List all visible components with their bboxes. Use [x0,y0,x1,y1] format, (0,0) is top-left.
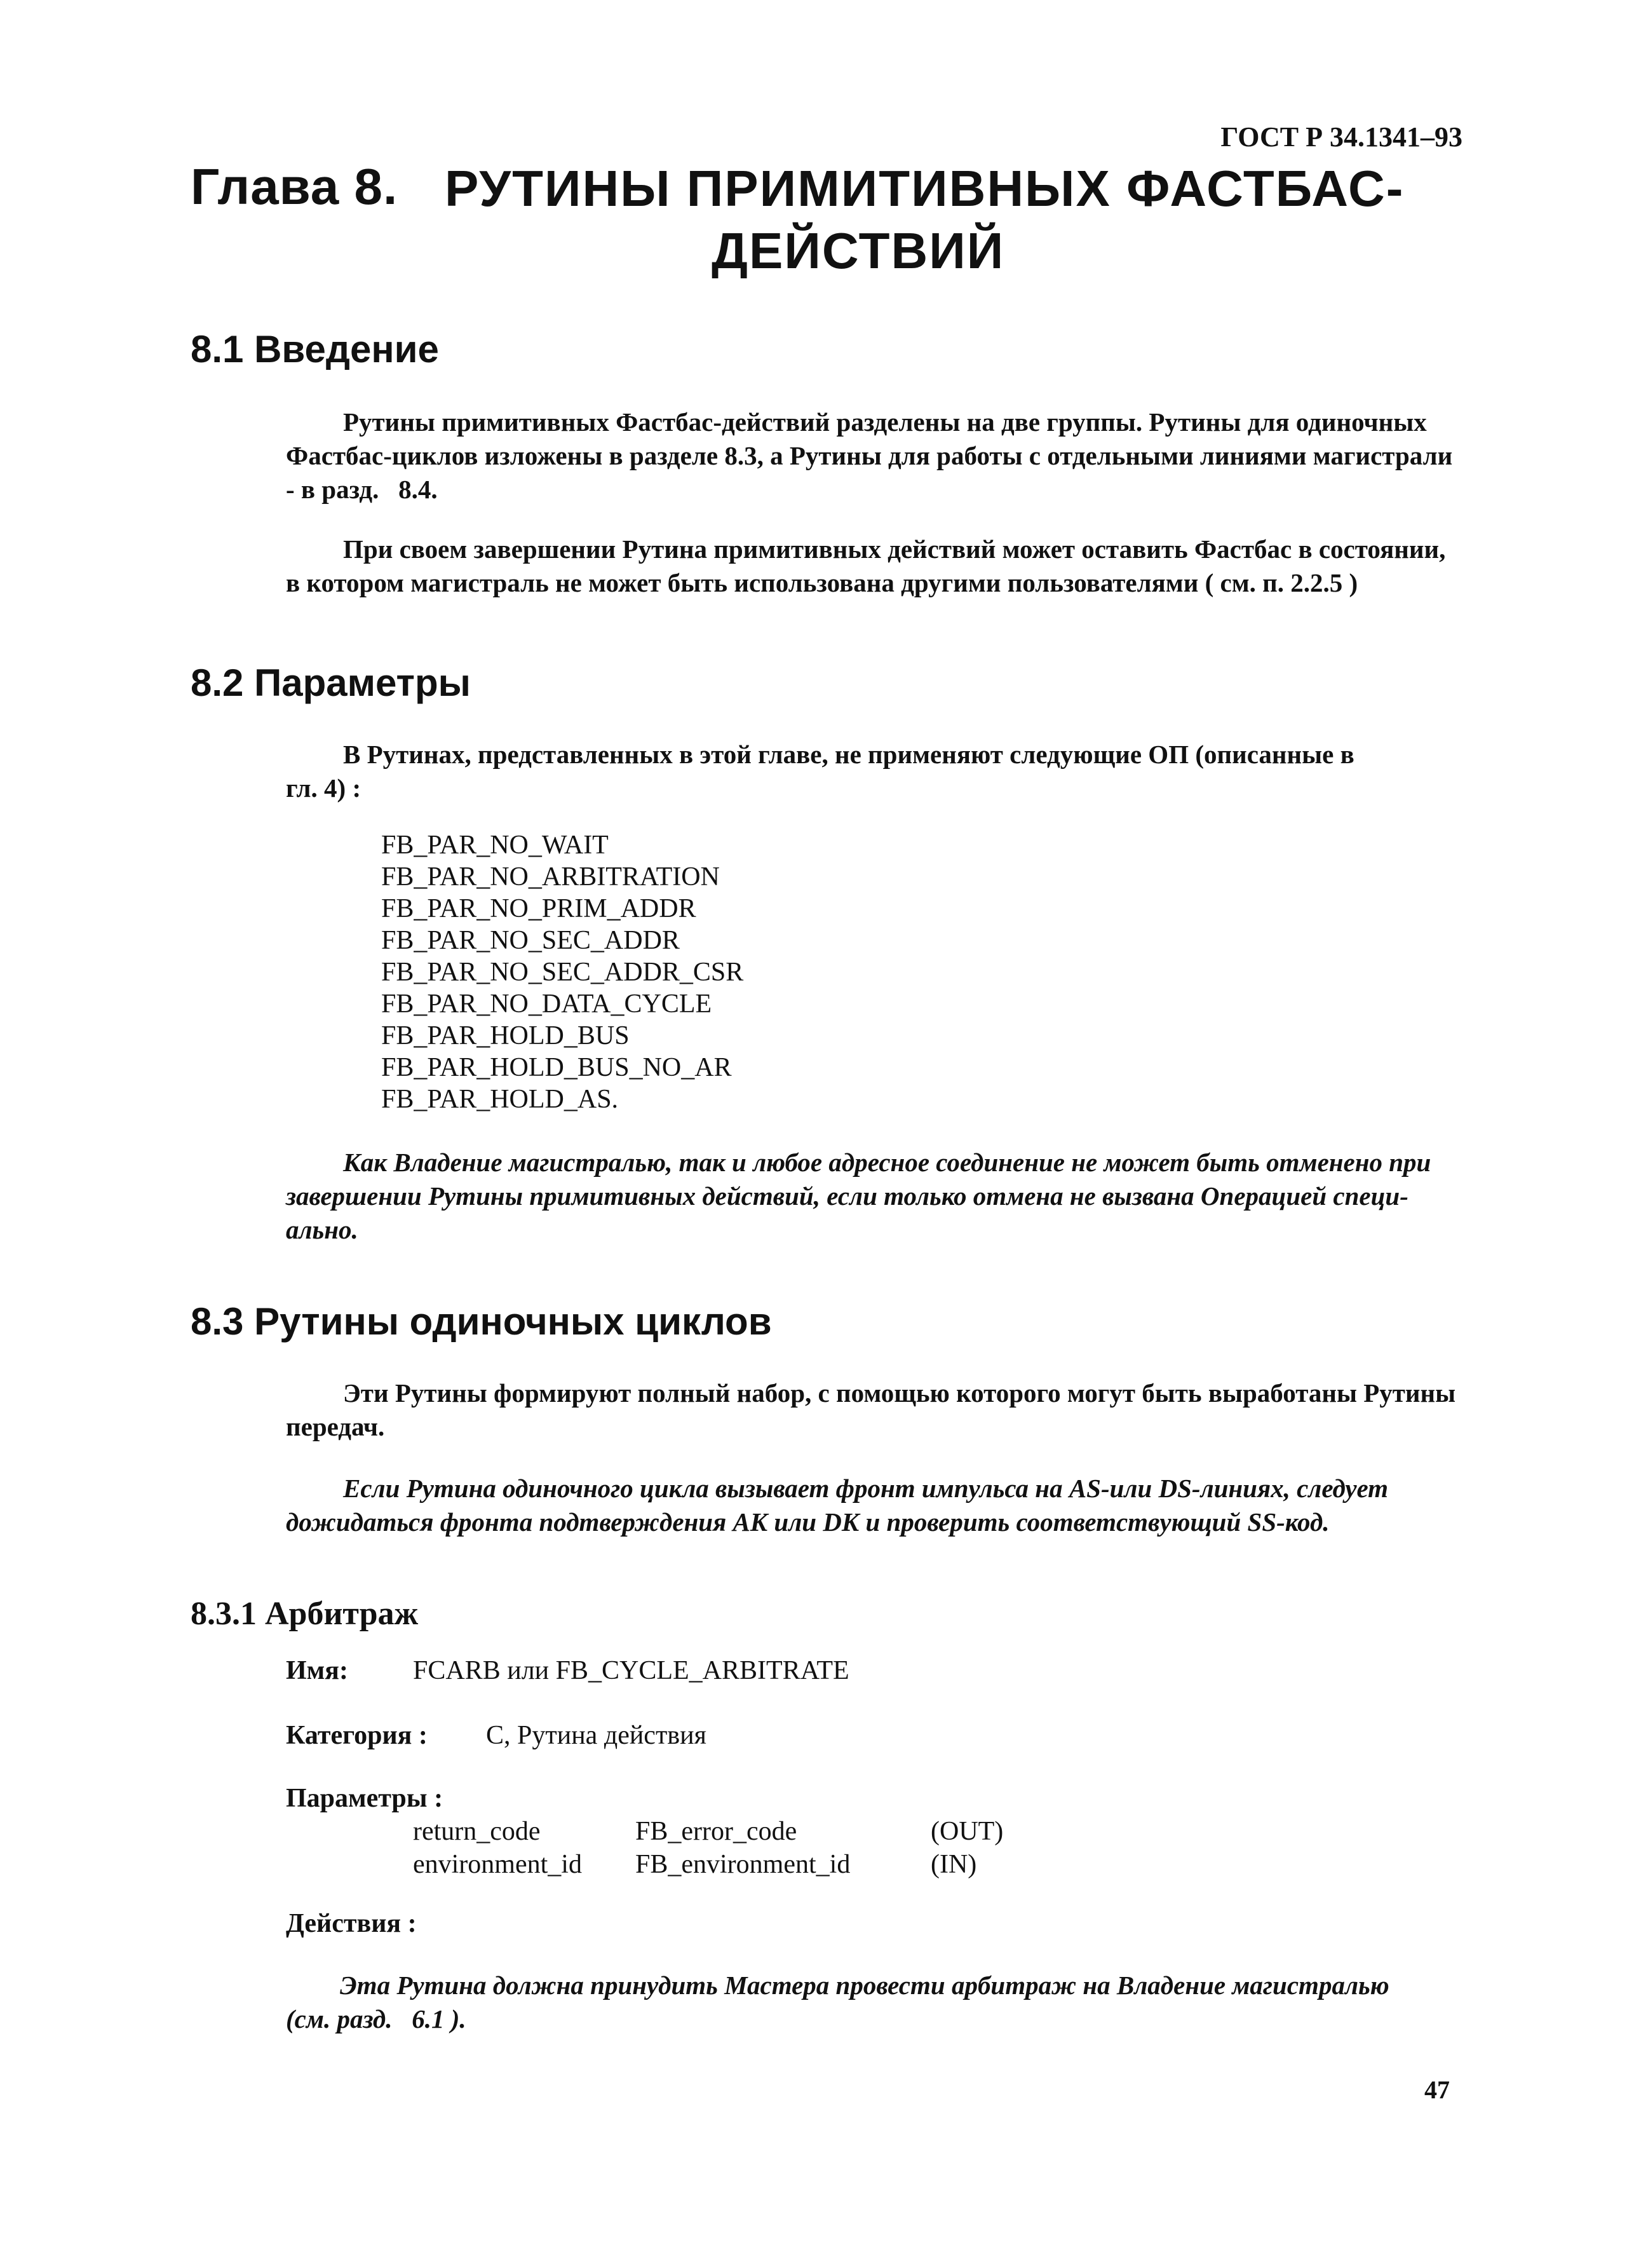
s81-p2-line2: в котором магистраль не может быть использована другими пользователями ( см. п. 2.2.5 ) [286,568,1358,597]
s83-note-line2: дожидаться фронта подтверждения AK или DK и проверить соответствующий SS-код. [286,1507,1330,1537]
param-name: environment_id [413,1850,582,1879]
param-direction: (IN) [931,1850,977,1879]
param-type: FB_error_code [635,1817,797,1846]
s82-note-line3: ально. [286,1215,358,1244]
name-value: FCARB или FB_CYCLE_ARBITRATE [413,1656,849,1685]
code-item: FB_PAR_NO_ARBITRATION [381,862,720,892]
s81-p2-line1: При своем завершении Рутина примитивных действий может оставить Фастбас в состоянии, [343,534,1446,564]
s83-p1-line1: Эти Рутины формируют полный набор, с помощью которого могут быть выработаны Рутины [343,1378,1456,1408]
param-name: return_code [413,1817,541,1846]
chapter-title-line-2: ДЕЙСТВИЙ [712,222,1005,279]
s82-note-line2: завершении Рутины примитивных действий, если только отмена не вызвана Операцией специ- [286,1181,1408,1211]
s82-p1-line1: В Рутинах, представленных в этой главе, не применяют следующие ОП (описанные в [343,740,1354,769]
chapter-number: Глава 8. [191,158,398,215]
code-item: FB_PAR_NO_DATA_CYCLE [381,989,712,1019]
section-8-1-heading: 8.1 Введение [191,328,439,370]
page-number: 47 [1424,2075,1450,2104]
code-item: FB_PAR_NO_PRIM_ADDR [381,894,696,923]
param-type: FB_environment_id [635,1850,851,1879]
param-direction: (OUT) [931,1817,1004,1846]
code-item: FB_PAR_NO_SEC_ADDR_CSR [381,958,744,987]
actions-line2: (см. разд. 6.1 ). [286,2004,466,2034]
params-table [413,1816,1003,1882]
code-item: FB_PAR_HOLD_AS. [381,1085,619,1114]
code-item: FB_PAR_NO_SEC_ADDR [381,926,680,955]
document-standard-number: ГОСТ Р 34.1341–93 [1220,121,1462,153]
table-row [413,1849,1003,1882]
code-item: FB_PAR_HOLD_BUS [381,1021,630,1050]
category-value: С, Рутина действия [486,1721,706,1750]
section-8-3-1-heading: 8.3.1 Арбитраж [191,1596,419,1632]
s81-p1-line3: - в разд. 8.4. [286,475,438,504]
code-item: FB_PAR_HOLD_BUS_NO_AR [381,1053,732,1082]
s82-note-line1: Как Владение магистралью, так и любое адресное соединение не может быть отменено при [343,1148,1431,1177]
chapter-title [445,158,1410,282]
s82-p1-line2: гл. 4) : [286,773,361,803]
s83-note-line1: Если Рутина одиночного цикла вызывает фронт импульса на AS-или DS-линиях, следует [343,1474,1389,1503]
code-item: FB_PAR_NO_WAIT [381,831,609,860]
s81-p1-line1: Рутины примитивных Фастбас-действий разделены на две группы. Рутины для одиночных [343,407,1427,437]
s83-p1-line2: передач. [286,1412,385,1441]
name-label: Имя: [286,1656,348,1685]
section-8-3-heading: 8.3 Рутины одиночных циклов [191,1300,772,1343]
section-8-2-heading: 8.2 Параметры [191,662,471,704]
params-label: Параметры : [286,1784,443,1813]
actions-label: Действия : [286,1909,417,1938]
chapter-title-line-1: РУТИНЫ ПРИМИТИВНЫХ ФАСТБАС- [445,160,1405,217]
s81-p1-line2: Фастбас-циклов изложены в разделе 8.3, а Рутины для работы с отдельными линиями магистрали [286,441,1453,470]
parameter-code-list [381,829,743,1115]
category-label: Категория : [286,1721,428,1750]
table-row [413,1816,1003,1849]
actions-line1: Эта Рутина должна принудить Мастера провести арбитраж на Владение магистралью [340,1971,1389,2000]
